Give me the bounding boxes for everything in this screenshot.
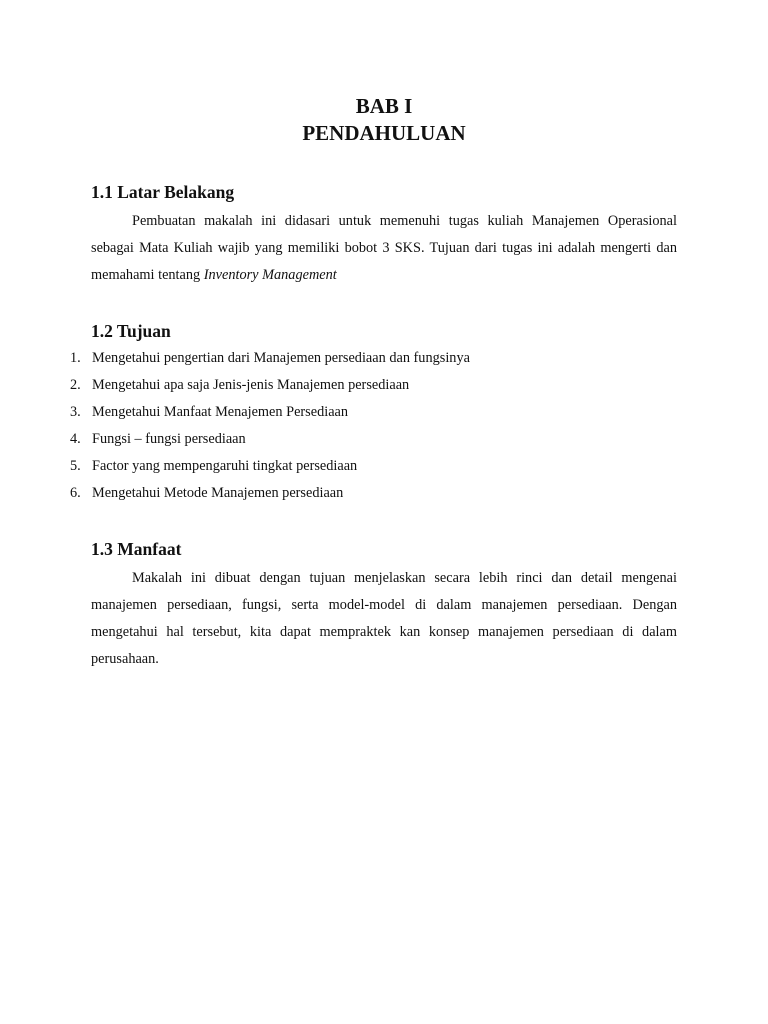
list-item	[70, 453, 690, 480]
list-item-number: 3.	[70, 404, 81, 420]
list-item-number: 4.	[70, 431, 81, 447]
list-item-text: Mengetahui apa saja Jenis-jenis Manajemen persediaan	[92, 377, 410, 393]
list-item-number: 1.	[70, 350, 81, 366]
section-heading-manfaat: 1.3 Manfaat	[91, 539, 182, 559]
list-item-text: Mengetahui pengertian dari Manajemen persediaan dan fungsinya	[92, 350, 470, 366]
list-item-number: 5.	[70, 458, 81, 474]
chapter-number: BAB I	[355, 94, 413, 118]
list-item	[70, 372, 690, 399]
section-heading-latar-belakang: 1.1 Latar Belakang	[91, 182, 235, 202]
manfaat-paragraph: Makalah ini dibuat dengan tujuan menjelaskan secara lebih rinci dan detail mengenai manajemen persediaan, fungsi, serta model-model di dalam manajemen persediaan. Dengan mengetahui hal tersebut, kita dapat mempraktek kan konsep manajemen persediaan di dalam perusahaan.	[91, 570, 677, 667]
latar-belakang-paragraph	[91, 208, 677, 289]
list-item	[70, 480, 690, 507]
latar-belakang-emphasis: Inventory Management	[203, 267, 337, 283]
list-item-number: 2.	[70, 377, 81, 393]
section-heading-tujuan: 1.2 Tujuan	[91, 321, 171, 341]
list-item-number: 6.	[70, 485, 81, 501]
list-item-text: Fungsi – fungsi persediaan	[92, 431, 246, 447]
list-item-text: Factor yang mempengaruhi tingkat persediaan	[92, 458, 358, 474]
latar-belakang-text: Pembuatan makalah ini didasari untuk memenuhi tugas kuliah Manajemen Operasional sebagai Mata Kuliah wajib yang memiliki bobot 3 SKS. Tujuan dari tugas ini adalah mengerti dan memahami tentang	[91, 213, 677, 283]
tujuan-list	[70, 345, 690, 507]
list-item-text: Mengetahui Manfaat Menajemen Persediaan	[92, 404, 349, 420]
list-item	[70, 399, 690, 426]
chapter-title: PENDAHULUAN	[302, 121, 466, 145]
list-item	[70, 426, 690, 453]
list-item-text: Mengetahui Metode Manajemen persediaan	[92, 485, 344, 501]
list-item	[70, 345, 690, 372]
